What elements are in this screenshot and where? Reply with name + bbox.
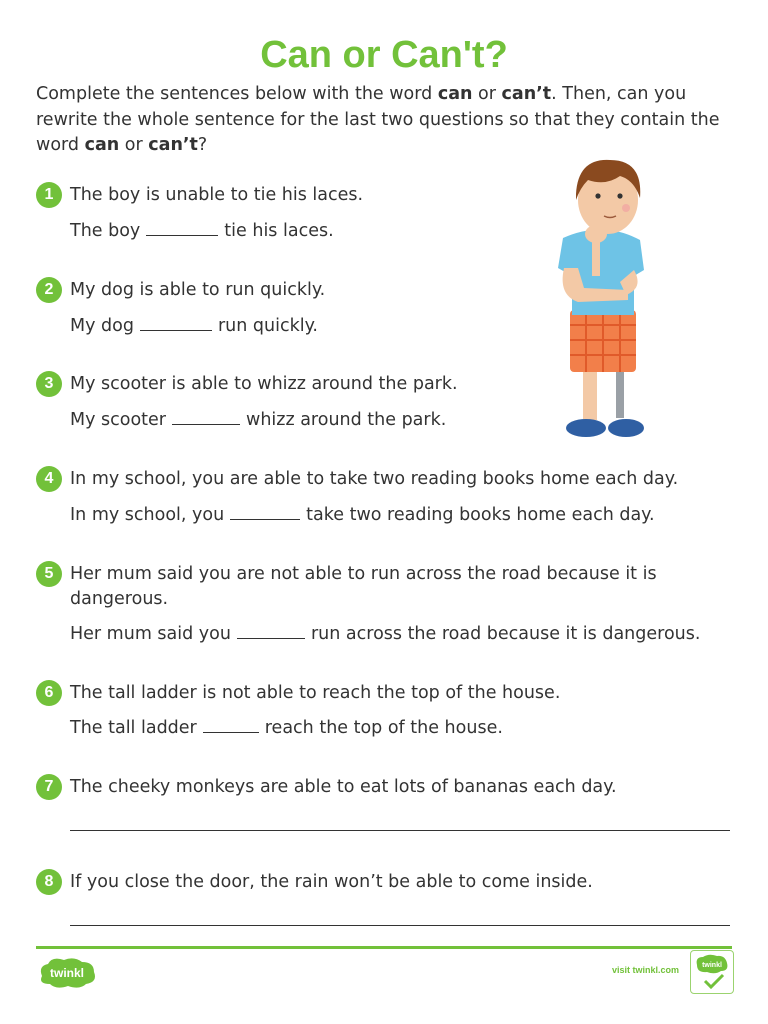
answer-end: whizz around the park. — [246, 410, 447, 430]
question-text: In my school, you are able to take two reading books home each day. — [70, 469, 679, 489]
answer-sentence — [70, 503, 655, 528]
question-number-badge: 4 — [36, 466, 62, 492]
answer-end: take two reading books home each day. — [306, 505, 655, 525]
question-text: The tall ladder is not able to reach the top of the house. — [70, 683, 561, 703]
twinkl-logo — [36, 956, 98, 990]
answer-writing-line[interactable] — [70, 830, 730, 831]
answer-blank[interactable] — [237, 624, 305, 639]
answer-blank[interactable] — [172, 410, 240, 425]
question-text: The cheeky monkeys are able to eat lots of bananas each day. — [70, 777, 617, 797]
answer-sentence — [70, 716, 503, 741]
question-number-badge: 6 — [36, 680, 62, 706]
website-link[interactable]: visit twinkl.com — [612, 965, 680, 975]
intro-text: ? — [197, 135, 208, 155]
instructions — [36, 82, 736, 159]
answer-writing-line[interactable] — [70, 925, 730, 926]
answer-sentence — [70, 408, 446, 433]
intro-keyword: can’t — [148, 135, 198, 155]
question-text: My dog is able to run quickly. — [70, 280, 326, 300]
question-number-badge: 3 — [36, 371, 62, 397]
intro-text: or — [119, 135, 149, 155]
page-title: Can or Can't? — [260, 34, 508, 76]
intro-text: or — [472, 84, 502, 104]
quality-badge — [690, 950, 734, 994]
quality-badge-icon — [691, 951, 733, 993]
answer-end: tie his laces. — [224, 221, 334, 241]
intro-keyword: can — [84, 135, 120, 155]
answer-start: My dog — [70, 316, 134, 336]
question-text-line: Her mum said you are not able to run across the road because it is — [70, 564, 657, 584]
question-number-badge: 5 — [36, 561, 62, 587]
logo-text: twinkl — [49, 966, 85, 980]
question-number-badge: 7 — [36, 774, 62, 800]
question-number-badge: 8 — [36, 869, 62, 895]
answer-start: Her mum said you — [70, 624, 231, 644]
answer-start: My scooter — [70, 410, 166, 430]
badge-text: twinkl — [702, 962, 722, 969]
answer-end: run across the road because it is dangerous. — [310, 624, 701, 644]
answer-sentence — [70, 622, 700, 647]
answer-sentence — [70, 314, 318, 339]
footer-divider — [36, 946, 732, 949]
question-text-line: dangerous. — [70, 589, 169, 609]
intro-text: Complete the sentences below with the word — [36, 84, 438, 104]
intro-keyword: can’t — [501, 84, 552, 104]
answer-blank[interactable] — [230, 505, 300, 520]
question-number-badge: 2 — [36, 277, 62, 303]
answer-start: The tall ladder — [70, 718, 197, 738]
answer-start: In my school, you — [70, 505, 225, 525]
answer-sentence — [70, 219, 334, 244]
question-text: The boy is unable to tie his laces. — [70, 185, 364, 205]
answer-blank[interactable] — [203, 718, 259, 733]
answer-end: reach the top of the house. — [264, 718, 503, 738]
question-text: My scooter is able to whizz around the park. — [70, 374, 458, 394]
question-text: If you close the door, the rain won’t be able to come inside. — [70, 872, 593, 892]
question-number-badge: 1 — [36, 182, 62, 208]
question-text — [70, 562, 657, 612]
answer-start: The boy — [70, 221, 141, 241]
answer-blank[interactable] — [140, 316, 212, 331]
intro-keyword: can — [437, 84, 473, 104]
answer-blank[interactable] — [146, 221, 218, 236]
thinking-boy-illustration — [548, 150, 658, 445]
intro-text: . Then, can you rewrite the whole sentence for the last two questions so that they contain the word — [36, 84, 720, 155]
answer-end: run quickly. — [217, 316, 318, 336]
